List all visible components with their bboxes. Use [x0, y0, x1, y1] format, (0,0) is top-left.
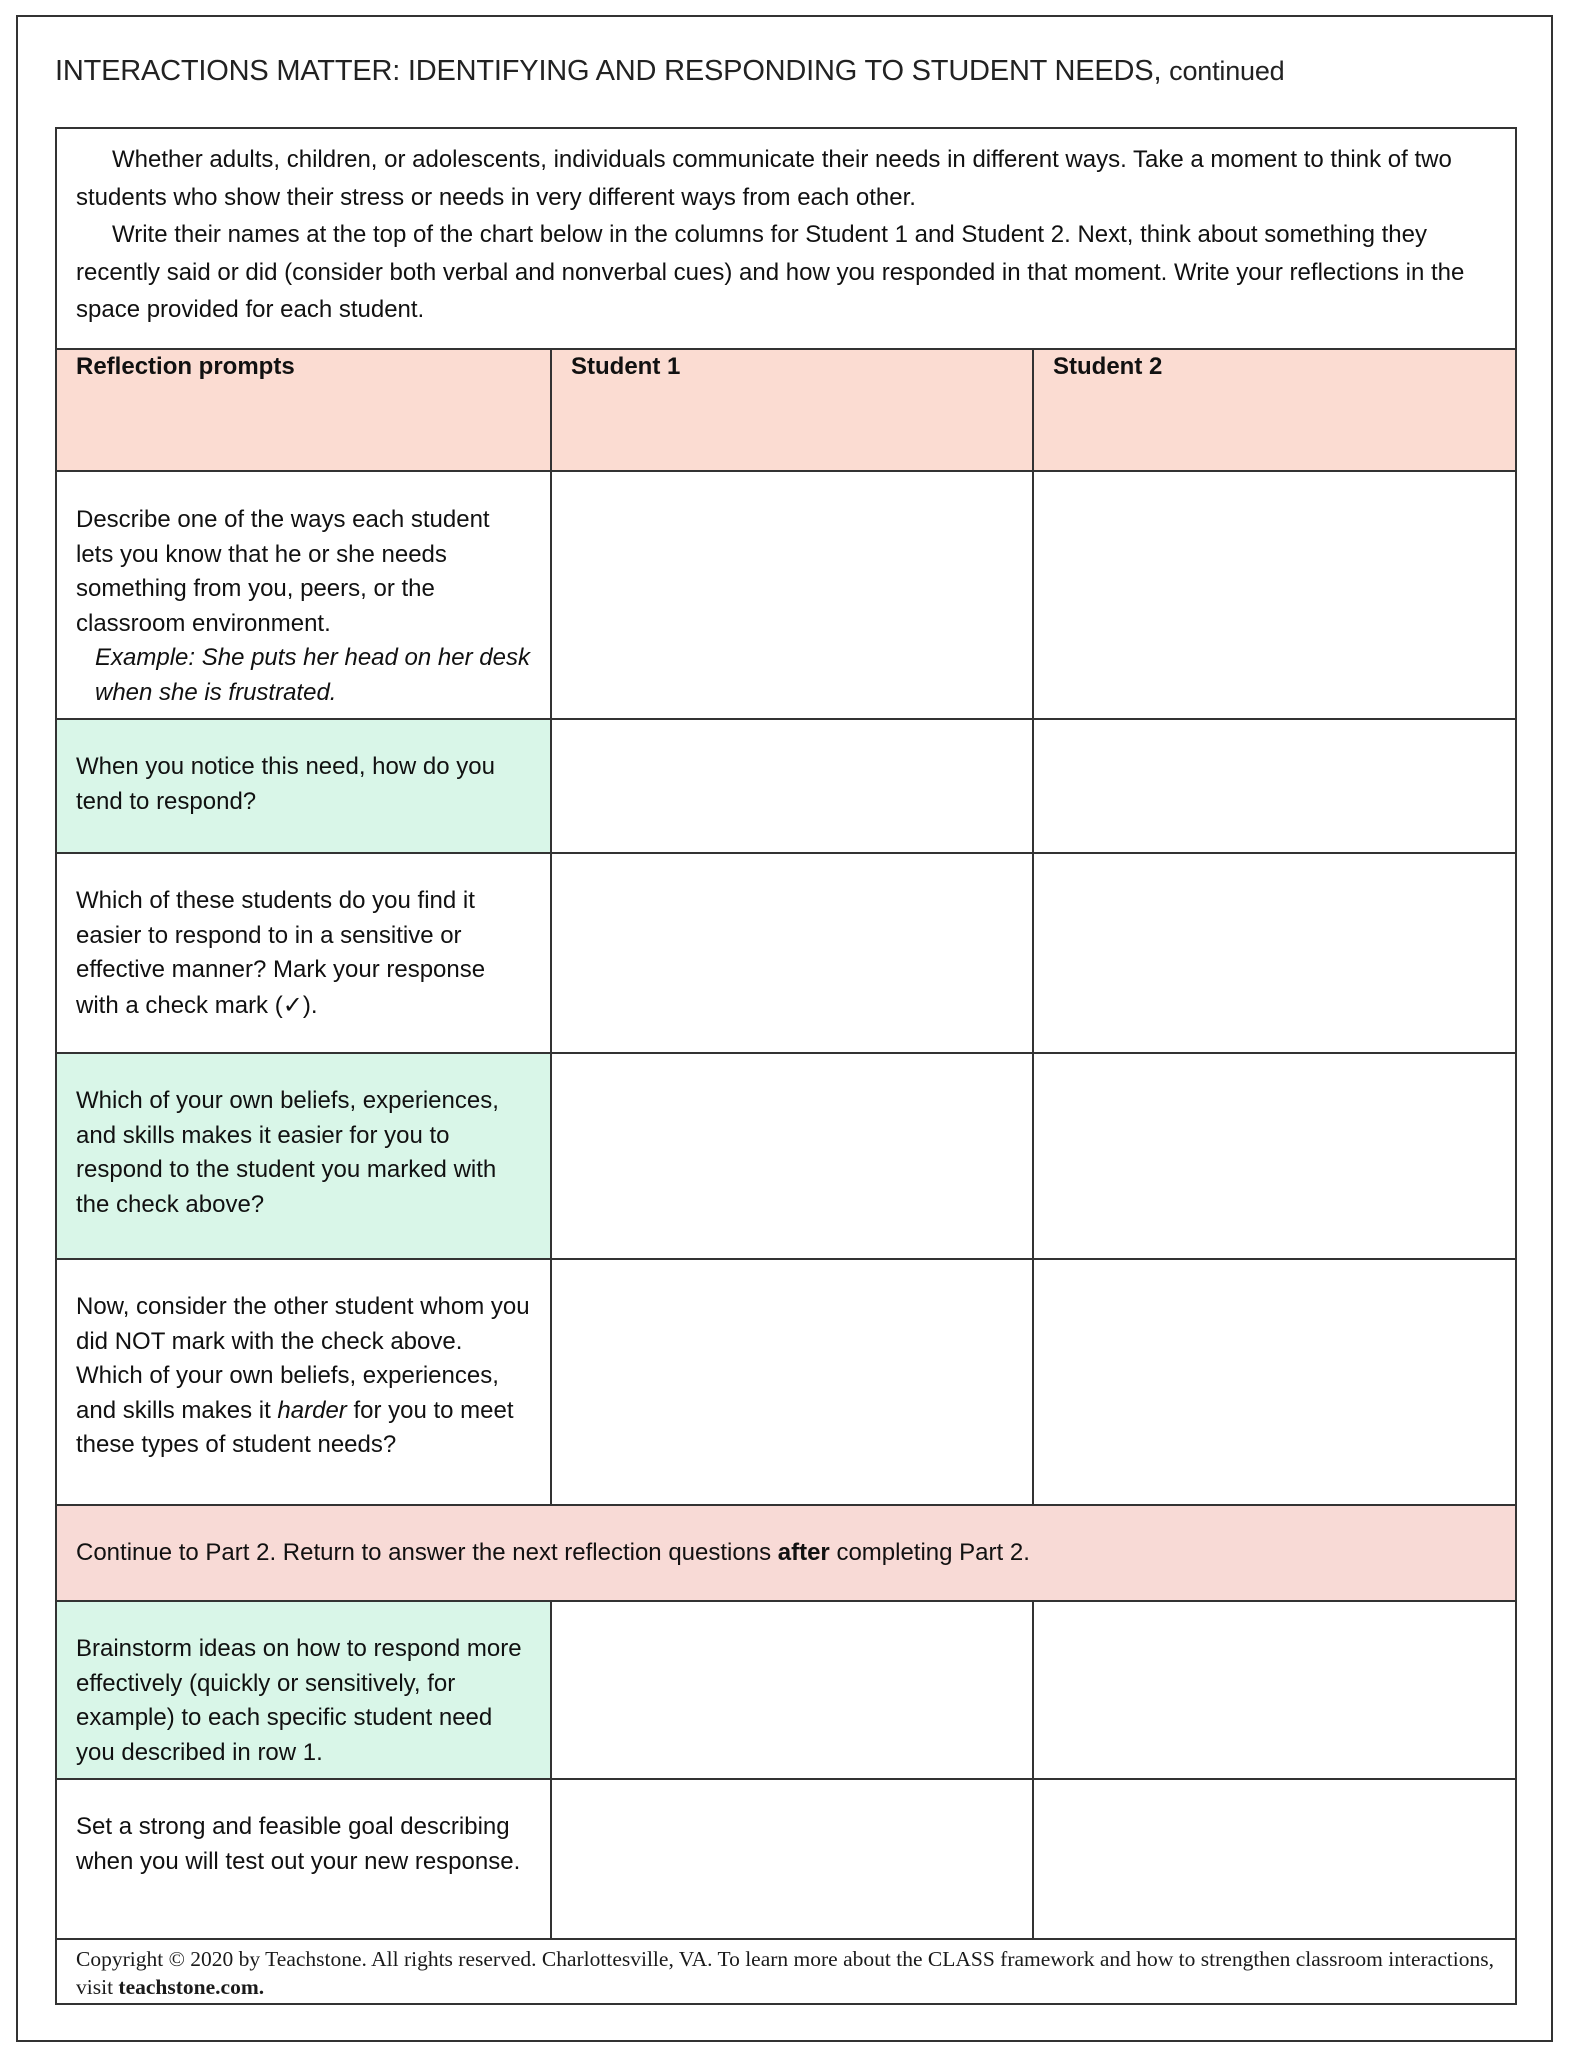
- prompt-cell: [57, 1259, 551, 1505]
- prompt-text-end: ).: [302, 991, 318, 1019]
- student-1-response-cell[interactable]: [551, 1053, 1033, 1259]
- column-header-student-1: Student 1: [551, 349, 1033, 471]
- table-row: [57, 1259, 1515, 1505]
- page-title-continued: continued: [1169, 56, 1285, 86]
- prompt-text: Now, consider the other student whom you did NOT mark with the check above. Which of your own beliefs, experiences, and skills makes it: [76, 1293, 530, 1424]
- intro-paragraph-2-text: Write their names at the top of the chart below in the columns for Student 1 and Student 2. Next, think about something they recently said or did (consider both verbal and nonverbal cues) and how you responded in that moment. Write your reflections in the space provided for each student.: [76, 221, 1465, 323]
- prompt-emphasis: harder: [277, 1396, 347, 1424]
- copyright-text: Copyright © 2020 by Teachstone. All rights reserved. Charlottesville, VA. To learn more about the CLASS framework and how to strengthen classroom interactions, visit: [76, 1947, 1494, 1999]
- intro-paragraph-2: [76, 216, 1495, 329]
- prompt-text: Which of these students do you find it easier to respond to in a sensitive or effective manner? Mark your response with a check mark (: [76, 887, 486, 1019]
- prompt-text: Which of your own beliefs, experiences, and skills makes it easier for you to respond to the student you marked with the check above?: [76, 1087, 499, 1218]
- copyright-footer: [57, 1941, 1515, 2003]
- prompt-cell: [57, 1779, 551, 1939]
- prompt-text: Set a strong and feasible goal describing when you will test out your new response.: [76, 1813, 521, 1875]
- student-2-response-cell[interactable]: [1033, 853, 1515, 1053]
- intro-paragraph-1-text: Whether adults, children, or adolescents, individuals communicate their needs in different ways. Take a moment to think of two students who show their stress or needs in very different ways from each other.: [76, 146, 1452, 211]
- student-2-response-cell[interactable]: [1033, 471, 1515, 719]
- continue-note-row: [57, 1505, 1515, 1601]
- student-2-response-cell[interactable]: [1033, 719, 1515, 853]
- prompt-text: Brainstorm ideas on how to respond more effectively (quickly or sensitively, for example) to each specific student need you described in row 1.: [76, 1635, 522, 1766]
- continue-note-text: Continue to Part 2. Return to answer the next reflection questions: [76, 1538, 772, 1566]
- student-2-response-cell[interactable]: [1033, 1259, 1515, 1505]
- continue-note: [57, 1505, 1515, 1601]
- prompt-cell: [57, 1601, 551, 1779]
- intro-instructions: [57, 129, 1515, 349]
- page-title: [55, 55, 1515, 88]
- table-row: [57, 1779, 1515, 1939]
- worksheet-frame: [55, 127, 1517, 2005]
- prompt-text: Describe one of the ways each student lets you know that he or she needs something from you, peers, or the classroom environment.: [76, 506, 490, 637]
- reflection-table: [57, 348, 1515, 1940]
- student-1-response-cell[interactable]: [551, 719, 1033, 853]
- student-1-response-cell[interactable]: [551, 1779, 1033, 1939]
- table-header-row: [57, 349, 1515, 471]
- prompt-cell: [57, 1053, 551, 1259]
- teachstone-link[interactable]: teachstone.com.: [118, 1975, 265, 1999]
- intro-paragraph-1: [76, 141, 1495, 216]
- table-row: [57, 471, 1515, 719]
- table-row: [57, 719, 1515, 853]
- student-2-response-cell[interactable]: [1033, 1601, 1515, 1779]
- table-row: [57, 1601, 1515, 1779]
- column-header-prompts: Reflection prompts: [57, 349, 551, 471]
- student-1-response-cell[interactable]: [551, 853, 1033, 1053]
- column-header-student-2: Student 2: [1033, 349, 1515, 471]
- table-row: [57, 1053, 1515, 1259]
- student-1-response-cell[interactable]: [551, 1601, 1033, 1779]
- continue-note-end: completing Part 2.: [836, 1538, 1030, 1566]
- continue-note-bold: after: [777, 1538, 830, 1566]
- table-row: [57, 853, 1515, 1053]
- prompt-cell: [57, 471, 551, 719]
- prompt-cell: [57, 719, 551, 853]
- prompt-cell: [57, 853, 551, 1053]
- prompt-text: When you notice this need, how do you tend to respond?: [76, 753, 495, 815]
- student-1-response-cell[interactable]: [551, 1259, 1033, 1505]
- student-2-response-cell[interactable]: [1033, 1053, 1515, 1259]
- prompt-example: Example: She puts her head on her desk when she is frustrated.: [95, 644, 530, 706]
- page-title-text: INTERACTIONS MATTER: IDENTIFYING AND RESPONDING TO STUDENT NEEDS,: [55, 55, 1162, 87]
- check-mark-icon: ✓: [282, 990, 303, 1019]
- student-1-response-cell[interactable]: [551, 471, 1033, 719]
- prompt-text-end: for you to meet these types of student needs?: [76, 1396, 514, 1458]
- student-2-response-cell[interactable]: [1033, 1779, 1515, 1939]
